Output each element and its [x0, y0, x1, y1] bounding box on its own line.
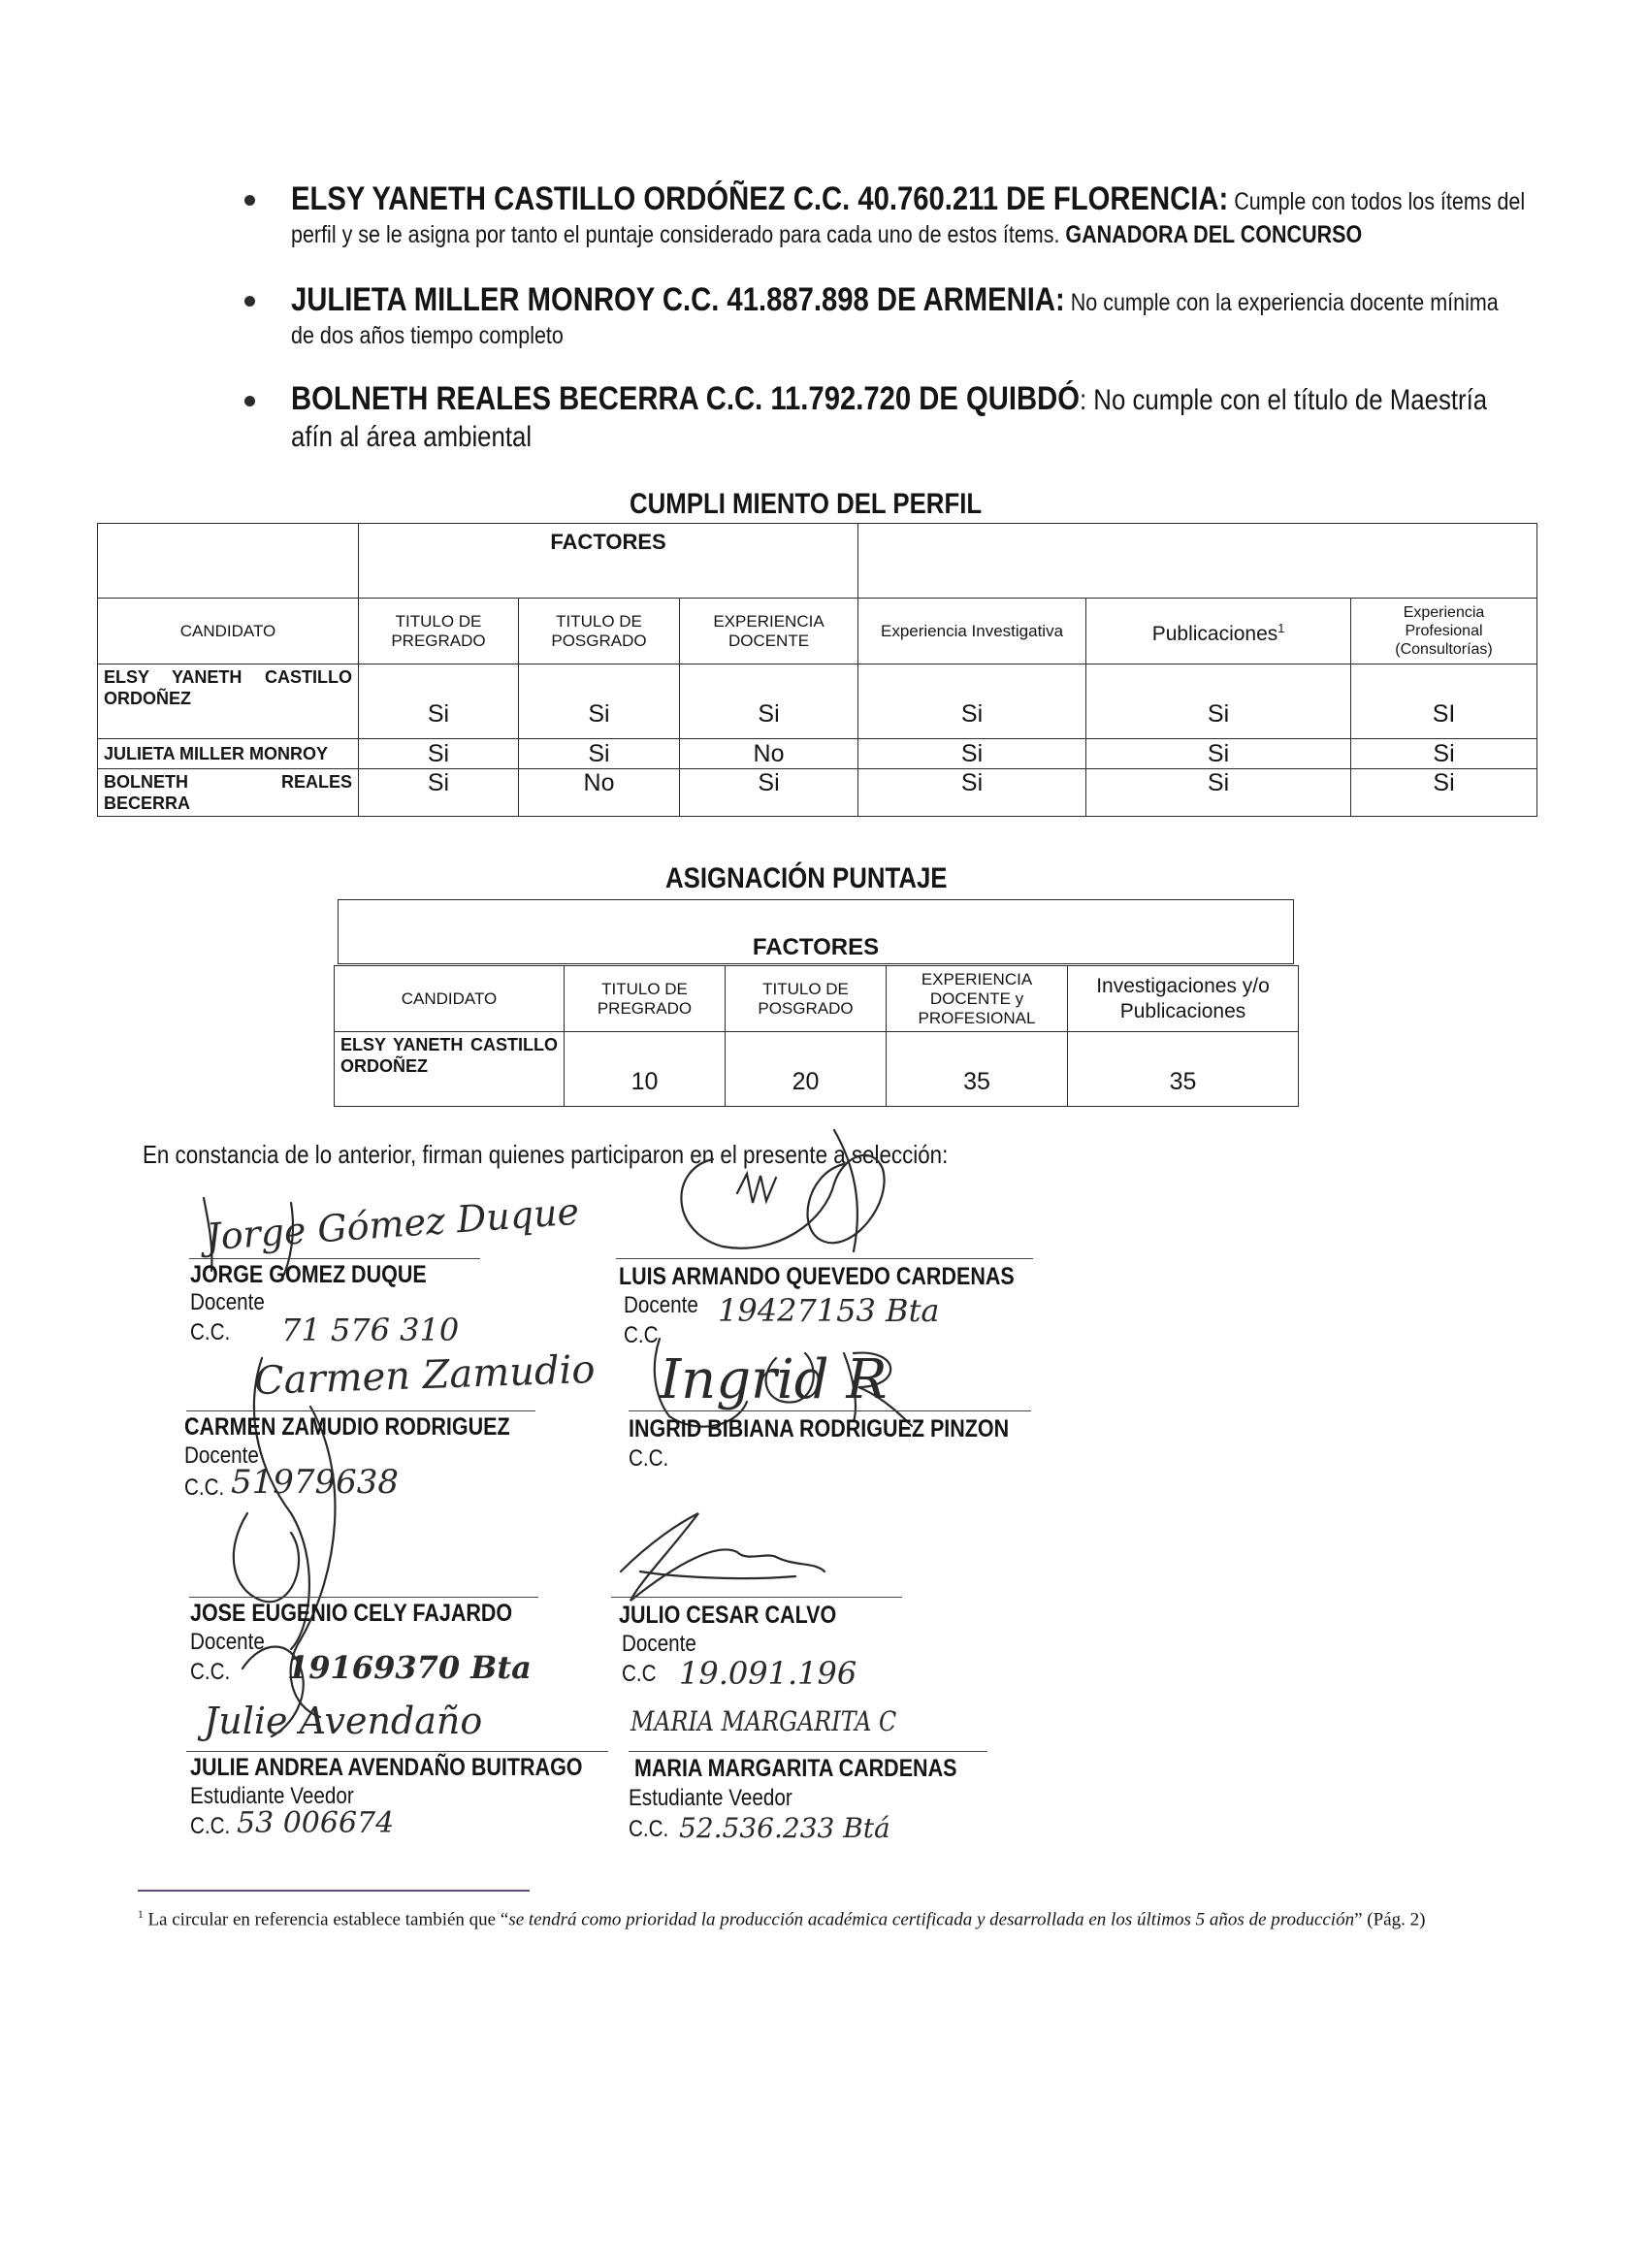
cell-value: 10 [565, 1032, 726, 1107]
candidate-name: BOLNETH REALES BECERRA C.C. 11.792.720 DE QUIBDÓ [291, 380, 1080, 417]
col-header-publicaciones: Publicaciones$^1$ [1086, 599, 1351, 664]
cell-value: Si [858, 739, 1086, 769]
footnote-text: La circular en referencia establece también que “ [147, 1909, 509, 1930]
cell-value: 35 [1068, 1032, 1299, 1107]
factores-header: FACTORES [339, 900, 1294, 964]
factores-header: FACTORES [359, 524, 858, 599]
signature-line [186, 1410, 535, 1411]
signature-line [629, 1410, 1031, 1411]
signer-cc-number: 19.091.196 [679, 1655, 857, 1692]
score-table-title: ASIGNACIÓN PUNTAJE [665, 862, 948, 894]
cell-value: 20 [726, 1032, 887, 1107]
signer-role: Docente [624, 1292, 698, 1318]
cell-value: Si [519, 739, 680, 769]
signer-role: Estudiante Veedor [190, 1783, 354, 1809]
cell-value: Si [1086, 739, 1351, 769]
signer-cc-label: C.C. [190, 1319, 231, 1345]
candidate-note: No cumple con el título de Maestría [1093, 384, 1488, 416]
colon: : [1079, 384, 1087, 416]
row-candidate: ELSY YANETH CASTILLO ORDOÑEZ [335, 1032, 565, 1107]
candidate-note-cont: perfil y se le asigna por tanto el puntaje considerado para cada uno de estos ítems. [291, 221, 1060, 248]
signature-carmen: Carmen Zamudio [253, 1346, 597, 1405]
signer-cc-number: 52.536.233 Btá [679, 1812, 890, 1844]
signer-cc-label: C.C. [629, 1816, 669, 1842]
signer-name: JULIO CESAR CALVO [619, 1602, 837, 1629]
signatures-intro: En constancia de lo anterior, firman quienes participaron en el presente a selección: [143, 1140, 949, 1169]
signer-cc-label: C.C [622, 1661, 657, 1687]
footnote [138, 1909, 1425, 1930]
signature-julie: Julie Avendaño [204, 1700, 483, 1742]
signer-name: CARMEN ZAMUDIO RODRIGUEZ [184, 1413, 510, 1441]
col-header-experiencia-docente: EXPERIENCIA DOCENTE [680, 599, 858, 664]
signer-name: JORGE GOMEZ DUQUE [190, 1261, 427, 1288]
signature-line [189, 1258, 480, 1259]
cell-value: 35 [887, 1032, 1068, 1107]
signature-jorge: Jorge Gómez Duque [204, 1189, 581, 1259]
signer-cc-label: C.C. [190, 1813, 231, 1839]
cell-value: No [680, 739, 858, 769]
signer-cc-number: 71 576 310 [281, 1312, 460, 1348]
signer-cc-label: C.C. [629, 1445, 669, 1472]
signer-role: Estudiante Veedor [629, 1785, 792, 1811]
footnote-ref: 1 [1277, 621, 1285, 635]
signer-name: JULIE ANDREA AVENDAÑO BUITRAGO [190, 1754, 583, 1781]
candidate-note-cont: de dos años tiempo completo [291, 322, 564, 349]
footnote-page: ” (Pág. 2) [1354, 1909, 1426, 1930]
cell-value: Si [858, 664, 1086, 739]
signer-role: Docente [622, 1631, 696, 1657]
cell-value: Si [680, 664, 858, 739]
signer-role: Docente [190, 1289, 265, 1315]
cell-value: Si [1351, 769, 1537, 817]
col-header-experiencia-docente-profesional: EXPERIENCIA DOCENTE y PROFESIONAL [887, 966, 1068, 1032]
signature-line [186, 1751, 608, 1752]
cell-value: Si [359, 664, 519, 739]
cell-value: Si [359, 739, 519, 769]
cell-value: Si [519, 664, 680, 739]
col-header-experiencia-investigativa: Experiencia Investigativa [858, 599, 1086, 664]
cell-value: Si [1086, 769, 1351, 817]
candidate-note-cont: afín al área ambiental [291, 421, 533, 453]
cell-value: Si [1086, 664, 1351, 739]
candidate-note: Cumple con todos los ítems del [1234, 188, 1526, 215]
signer-cc-label: C.C [624, 1322, 659, 1348]
col-header-posgrado: TITULO DE POSGRADO [519, 599, 680, 664]
signer-cc-number: 19427153 Bta [718, 1292, 940, 1329]
cell-value: Si [858, 769, 1086, 817]
signer-cc-number: 51979638 [231, 1463, 400, 1502]
profile-table-title: CUMPLI MIENTO DEL PERFIL [630, 488, 983, 520]
cell-value: Si [359, 769, 519, 817]
winner-label: GANADORA DEL CONCURSO [1065, 221, 1363, 248]
col-header-candidato: CANDIDATO [98, 599, 359, 664]
cell-value: SI [1351, 664, 1537, 739]
footnote-mark: 1 [138, 1909, 144, 1921]
signature-maria: MARIA MARGARITA C [630, 1705, 897, 1737]
cell-value: Si [680, 769, 858, 817]
row-candidate: ELSY YANETH CASTILLO ORDOÑEZ [98, 664, 359, 739]
signer-cc-label: C.C. [190, 1659, 231, 1685]
col-header-pregrado: TITULO DE PREGRADO [565, 966, 726, 1032]
col-header-investigaciones: Investigaciones y/o Publicaciones [1068, 966, 1299, 1032]
row-candidate: JULIETA MILLER MONROY [98, 739, 359, 769]
signature-line [629, 1751, 987, 1752]
signature-line [611, 1597, 902, 1598]
col-header-pregrado: TITULO DE PREGRADO [359, 599, 519, 664]
signature-ingrid: Ingrid R [660, 1348, 888, 1411]
candidate-name: JULIETA MILLER MONROY C.C. 41.887.898 DE ARMENIA: [291, 281, 1065, 318]
signature-line [189, 1597, 538, 1598]
signer-name: INGRID BIBIANA RODRIGUEZ PINZON [629, 1415, 1010, 1442]
signer-role: Docente [184, 1442, 259, 1469]
col-header-candidato: CANDIDATO [335, 966, 565, 1032]
signer-cc-number: 53 006674 [237, 1806, 395, 1840]
row-candidate: BOLNETH REALES BECERRA [98, 769, 359, 817]
signer-name: LUIS ARMANDO QUEVEDO CARDENAS [619, 1263, 1015, 1290]
signer-name: JOSE EUGENIO CELY FAJARDO [190, 1600, 513, 1627]
col-header-posgrado: TITULO DE POSGRADO [726, 966, 887, 1032]
footnote-divider [138, 1890, 530, 1892]
footnote-quote: se tendrá como prioridad la producción académica certificada y desarrollada en los últimos 5 años de producción [508, 1909, 1355, 1930]
cell-value: No [519, 769, 680, 817]
signer-cc-label: C.C. [184, 1474, 225, 1501]
signer-role: Docente [190, 1629, 265, 1655]
col-header-experiencia-profesional: Experiencia Profesional (Consultorías) [1351, 599, 1537, 664]
candidate-note: No cumple con la experiencia docente mínima [1070, 289, 1499, 316]
signature-line [616, 1258, 1033, 1259]
signer-cc-number: 19169370 Bta [287, 1649, 532, 1686]
cell-value: Si [1351, 739, 1537, 769]
candidate-name: ELSY YANETH CASTILLO ORDÓÑEZ C.C. 40.760.211 DE FLORENCIA: [291, 180, 1229, 217]
signer-name: MARIA MARGARITA CARDENAS [634, 1755, 957, 1782]
